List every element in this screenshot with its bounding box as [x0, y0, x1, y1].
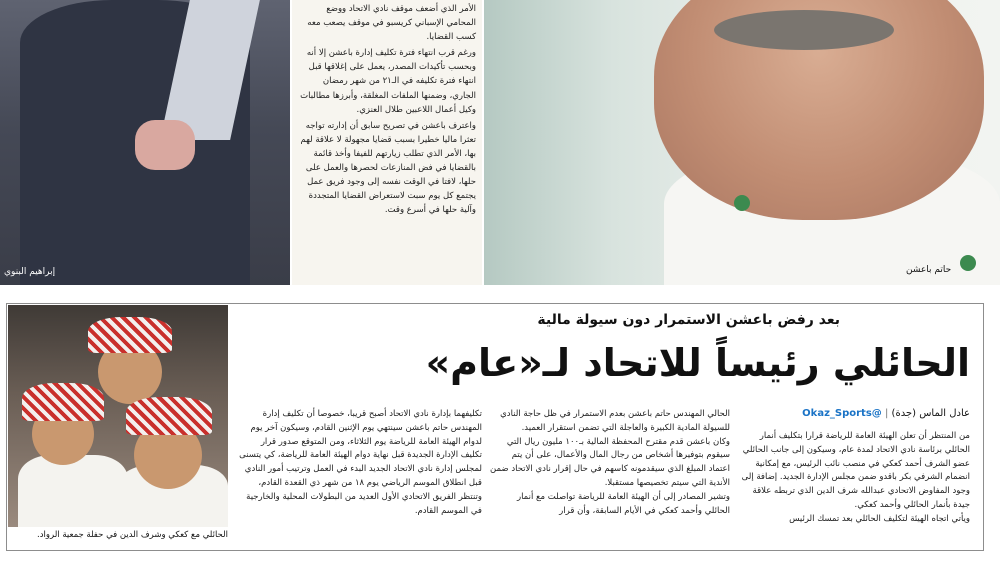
article-column-2 [490, 408, 730, 518]
dateline-city: (جدة) [891, 408, 917, 419]
article-photo [8, 305, 228, 527]
red-ghutra [88, 317, 172, 353]
author-name: عادل الماس [919, 408, 970, 419]
paragraph: واعترف باعشن في تصريح سابق أن إدارته تواجه تعثرا ماليا خطيرا بسبب قضايا مجهولة لا علاقة لهم بها، الأمر الذي تطلب زيارتهم للفيفا وأخذ قائمة بالقضايا في فض المنازعات لحصرها والعمل على حلها، لافتا في الوقت نفسه إلى وجود فريق عمل يجتمع كل يوم سبت لاستعراض القضايا المتجددة وآلية حلها في أسرع وقت. [300, 120, 476, 216]
article-photo-caption: الحائلي مع كعكي وشرف الدين في حفلة جمعية الرواد. [37, 530, 228, 540]
mustache [714, 10, 894, 50]
article-headline: الحائلي رئيساً للاتحاد لـ«عام» [425, 341, 970, 385]
article-column-1 [740, 430, 970, 527]
photo-credit: إبراهيم البنوي [4, 267, 56, 277]
thobe [18, 455, 128, 527]
paragraph: الحالي المهندس حاتم باعشن بعدم الاستمرار في ظل حاجة النادي للسيولة المادية الكبيرة والعاجلة التي تضمن استقرار العميد. [500, 409, 730, 433]
paragraph: من المنتظر أن تعلن الهيئة العامة للرياضة قرارا بتكليف أنمار الحائلي برئاسة نادي الاتحاد لمدة عام، وسيكون إلى جانب الحائلي عضو الشرف أحمد كعكي في منصب نائب الرئيس، مع إمكانية انضمام الشرفي بكر باقدو ضمن مجلس الإدارة الجديد. إضافة إلى وجود المفاوض الاتحادي عبدالله شرف الدين الذي تربطه علاقة جيدة بأنمار الحائلي وأحمد كعكي. [741, 431, 970, 510]
separator: | [884, 408, 889, 419]
byline [800, 408, 970, 419]
top-right-photo [484, 0, 1000, 285]
social-handle: @Okaz_Sports [802, 408, 882, 419]
paragraph: الأمر الذي أضعف موقف نادي الاتحاد ووضع المحامي الإسباني كريسبو في موقف يصعب معه كسب القضايا. [307, 4, 476, 43]
top-article-column [292, 0, 482, 285]
article-kicker: بعد رفض باعشن الاستمرار دون سيولة مالية [537, 312, 840, 328]
article-column-3 [238, 408, 482, 518]
club-badge [734, 195, 750, 211]
club-badge [960, 255, 976, 271]
photo-caption: حاتم باعشن [906, 265, 952, 275]
top-left-photo [0, 0, 290, 285]
red-ghutra [22, 383, 104, 421]
paragraph: وتشير المصادر إلى أن الهيئة العامة للرياضة تواصلت مع أنمار الحائلي وأحمد كعكي في الأيام السابقة، وأن قرار [516, 491, 730, 516]
paragraph: ويأتي اتجاه الهيئة لتكليف الحائلي بعد تمسك الرئيس [789, 513, 970, 524]
clasped-hands [135, 120, 195, 170]
paragraph: تكليفهما بإدارة نادي الاتحاد أصبح قريبا، خصوصا أن تكليف إدارة المهندس حاتم باعشن سينتهي يوم الإثنين القادم، وسيكون آخر يوم لدوام الهيئة العامة للرياضة يوم الثلاثاء، ومن المتوقع صدور قرار تكليف الإدارة الجديدة قبل نهاية دوام الهيئة العامة للرياضة، كي يتسنى لمجلس إدارة نادي الاتحاد الجديد البدء في العمل وترتيب أمور النادي قبل انطلاق الموسم الرياضي يوم ١٨ من شهر ذي القعدة القادم، وتنتظر الفريق الاتحادي الأول العديد من البطولات المحلية والخارجية في الموسم القادم. [239, 409, 482, 516]
paragraph: ورغم قرب انتهاء فترة تكليف إدارة باعشن إلا أنه وبحسب تأكيدات المصدر، يعمل على إغلاقها قبل انتهاء فترة تكليفه في الـ٢١ من شهر رمضان الجاري، وضمنها الملفات المغلقة، وأبرزها مطالبات وكيل أعمال اللاعبين طلال العنزي. [300, 48, 476, 115]
red-ghutra [126, 397, 212, 435]
paragraph: وكان باعشن قدم مقترح المحفظة المالية بـ١٠٠ مليون ريال التي سيقوم بتوفيرها أشخاص من رجال المال والأعمال، على أن يتم اعتماد المبلغ الذي سيقدمونه كاسهم في حال إقرار نادي الاتحاد ضمن الأندية التي سيتم تخصيصها مستقبلا. [490, 436, 730, 488]
